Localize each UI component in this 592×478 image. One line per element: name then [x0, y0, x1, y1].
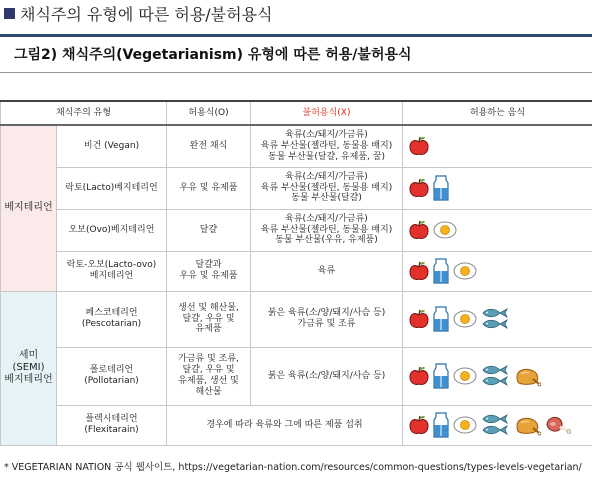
chicken-icon [513, 365, 541, 387]
food-icons-cell [403, 251, 592, 291]
group-semi-vegetarian: 세미(SEMI) 베지테리언 [1, 291, 57, 445]
egg-icon [453, 310, 477, 328]
forbidden-food: 육류(소/돼지/가금류) 육류 부산물(젤라틴, 동물용 배지) 동물 부산물(우유, 유제품) [251, 209, 403, 251]
table-row [1, 167, 592, 209]
allowed-food: 완전 채식 [167, 125, 251, 167]
food-icons-cell [403, 209, 592, 251]
table-header-row [1, 101, 592, 125]
figure-title-divider [0, 72, 592, 73]
apple-icon [409, 177, 429, 199]
food-icons-cell [403, 125, 592, 167]
chicken-icon [513, 414, 541, 436]
type-name: 폴로테리언 (Pollotarian) [57, 347, 167, 405]
table-row [1, 405, 592, 445]
allowed-food: 가금류 및 조류, 달걀, 우유 및 유제품, 생선 및 해산물 [167, 347, 251, 405]
milk-icon [433, 412, 449, 438]
food-icons-cell [403, 167, 592, 209]
apple-icon [409, 260, 429, 282]
table-row [1, 209, 592, 251]
milk-icon [433, 258, 449, 284]
table-row [1, 347, 592, 405]
milk-icon [433, 175, 449, 201]
egg-icon [453, 367, 477, 385]
allowed-food: 달걀 [167, 209, 251, 251]
figure-title: 그림2) 채식주의(Vegetarianism) 유형에 따른 허용/불허용식 [14, 47, 412, 63]
fish-icon [481, 413, 509, 437]
vegetarian-types-table [0, 100, 592, 446]
header-allowed: 허용식(O) [167, 101, 251, 125]
group-vegetarian: 베지테리언 [1, 125, 57, 291]
milk-icon [433, 363, 449, 389]
type-name: 락토-오보(Lacto-ovo) 베지테리언 [57, 251, 167, 291]
food-icons-cell [403, 405, 592, 445]
allowed-food: 달걀과 우유 및 유제품 [167, 251, 251, 291]
table-row [1, 291, 592, 347]
milk-icon [433, 306, 449, 332]
type-name: 페스코테리언 (Pescotarian) [57, 291, 167, 347]
forbidden-food: 붉은 육류(소/양/돼지/사슴 등) 가금류 및 조류 [251, 291, 403, 347]
merged-food-note: 경우에 따라 육류와 그에 따른 제품 섭취 [167, 405, 403, 445]
forbidden-food: 육류 [251, 251, 403, 291]
food-icons-cell [403, 347, 592, 405]
apple-icon [409, 308, 429, 330]
type-name: 오보(Ovo)베지테리언 [57, 209, 167, 251]
header-type: 채식주의 유형 [1, 101, 167, 125]
type-name: 락토(Lacto)베지테리언 [57, 167, 167, 209]
apple-icon [409, 365, 429, 387]
apple-icon [409, 414, 429, 436]
table-row [1, 125, 592, 167]
type-name: 플렉시테리언 (Flexitarain) [57, 405, 167, 445]
food-icons-cell [403, 291, 592, 347]
page-header [4, 2, 273, 24]
allowed-food: 생선 및 해산물, 달걀, 우유 및 유제품 [167, 291, 251, 347]
table-row [1, 251, 592, 291]
forbidden-food: 붉은 육류(소/양/돼지/사슴 등) [251, 347, 403, 405]
bullet-square-icon [4, 8, 15, 19]
egg-icon [453, 416, 477, 434]
apple-icon [409, 135, 429, 157]
apple-icon [409, 219, 429, 241]
header-forbidden: 불허용식(X) [251, 101, 403, 125]
forbidden-food: 육류(소/돼지/가금류) 육류 부산물(젤라틴, 동물용 배지) 동물 부산물(달걀) [251, 167, 403, 209]
fish-icon [481, 364, 509, 388]
allowed-food: 우유 및 유제품 [167, 167, 251, 209]
ham-icon [545, 415, 571, 435]
source-footnote: * VEGETARIAN NATION 공식 웹사이트, https://vegetarian-nation.com/resources/common-questions/types-levels-vegetarian/ [4, 462, 582, 473]
egg-icon [453, 262, 477, 280]
header-divider [0, 34, 592, 37]
egg-icon [433, 221, 457, 239]
type-name: 비건 (Vegan) [57, 125, 167, 167]
page-title: 채식주의 유형에 따른 허용/불허용식 [20, 4, 273, 24]
forbidden-food: 육류(소/돼지/가금류) 육류 부산물(젤라틴, 동물용 배지) 동물 부산물(달걀, 유제품, 꿀) [251, 125, 403, 167]
header-foods: 허용하는 음식 [403, 101, 592, 125]
fish-icon [481, 307, 509, 331]
